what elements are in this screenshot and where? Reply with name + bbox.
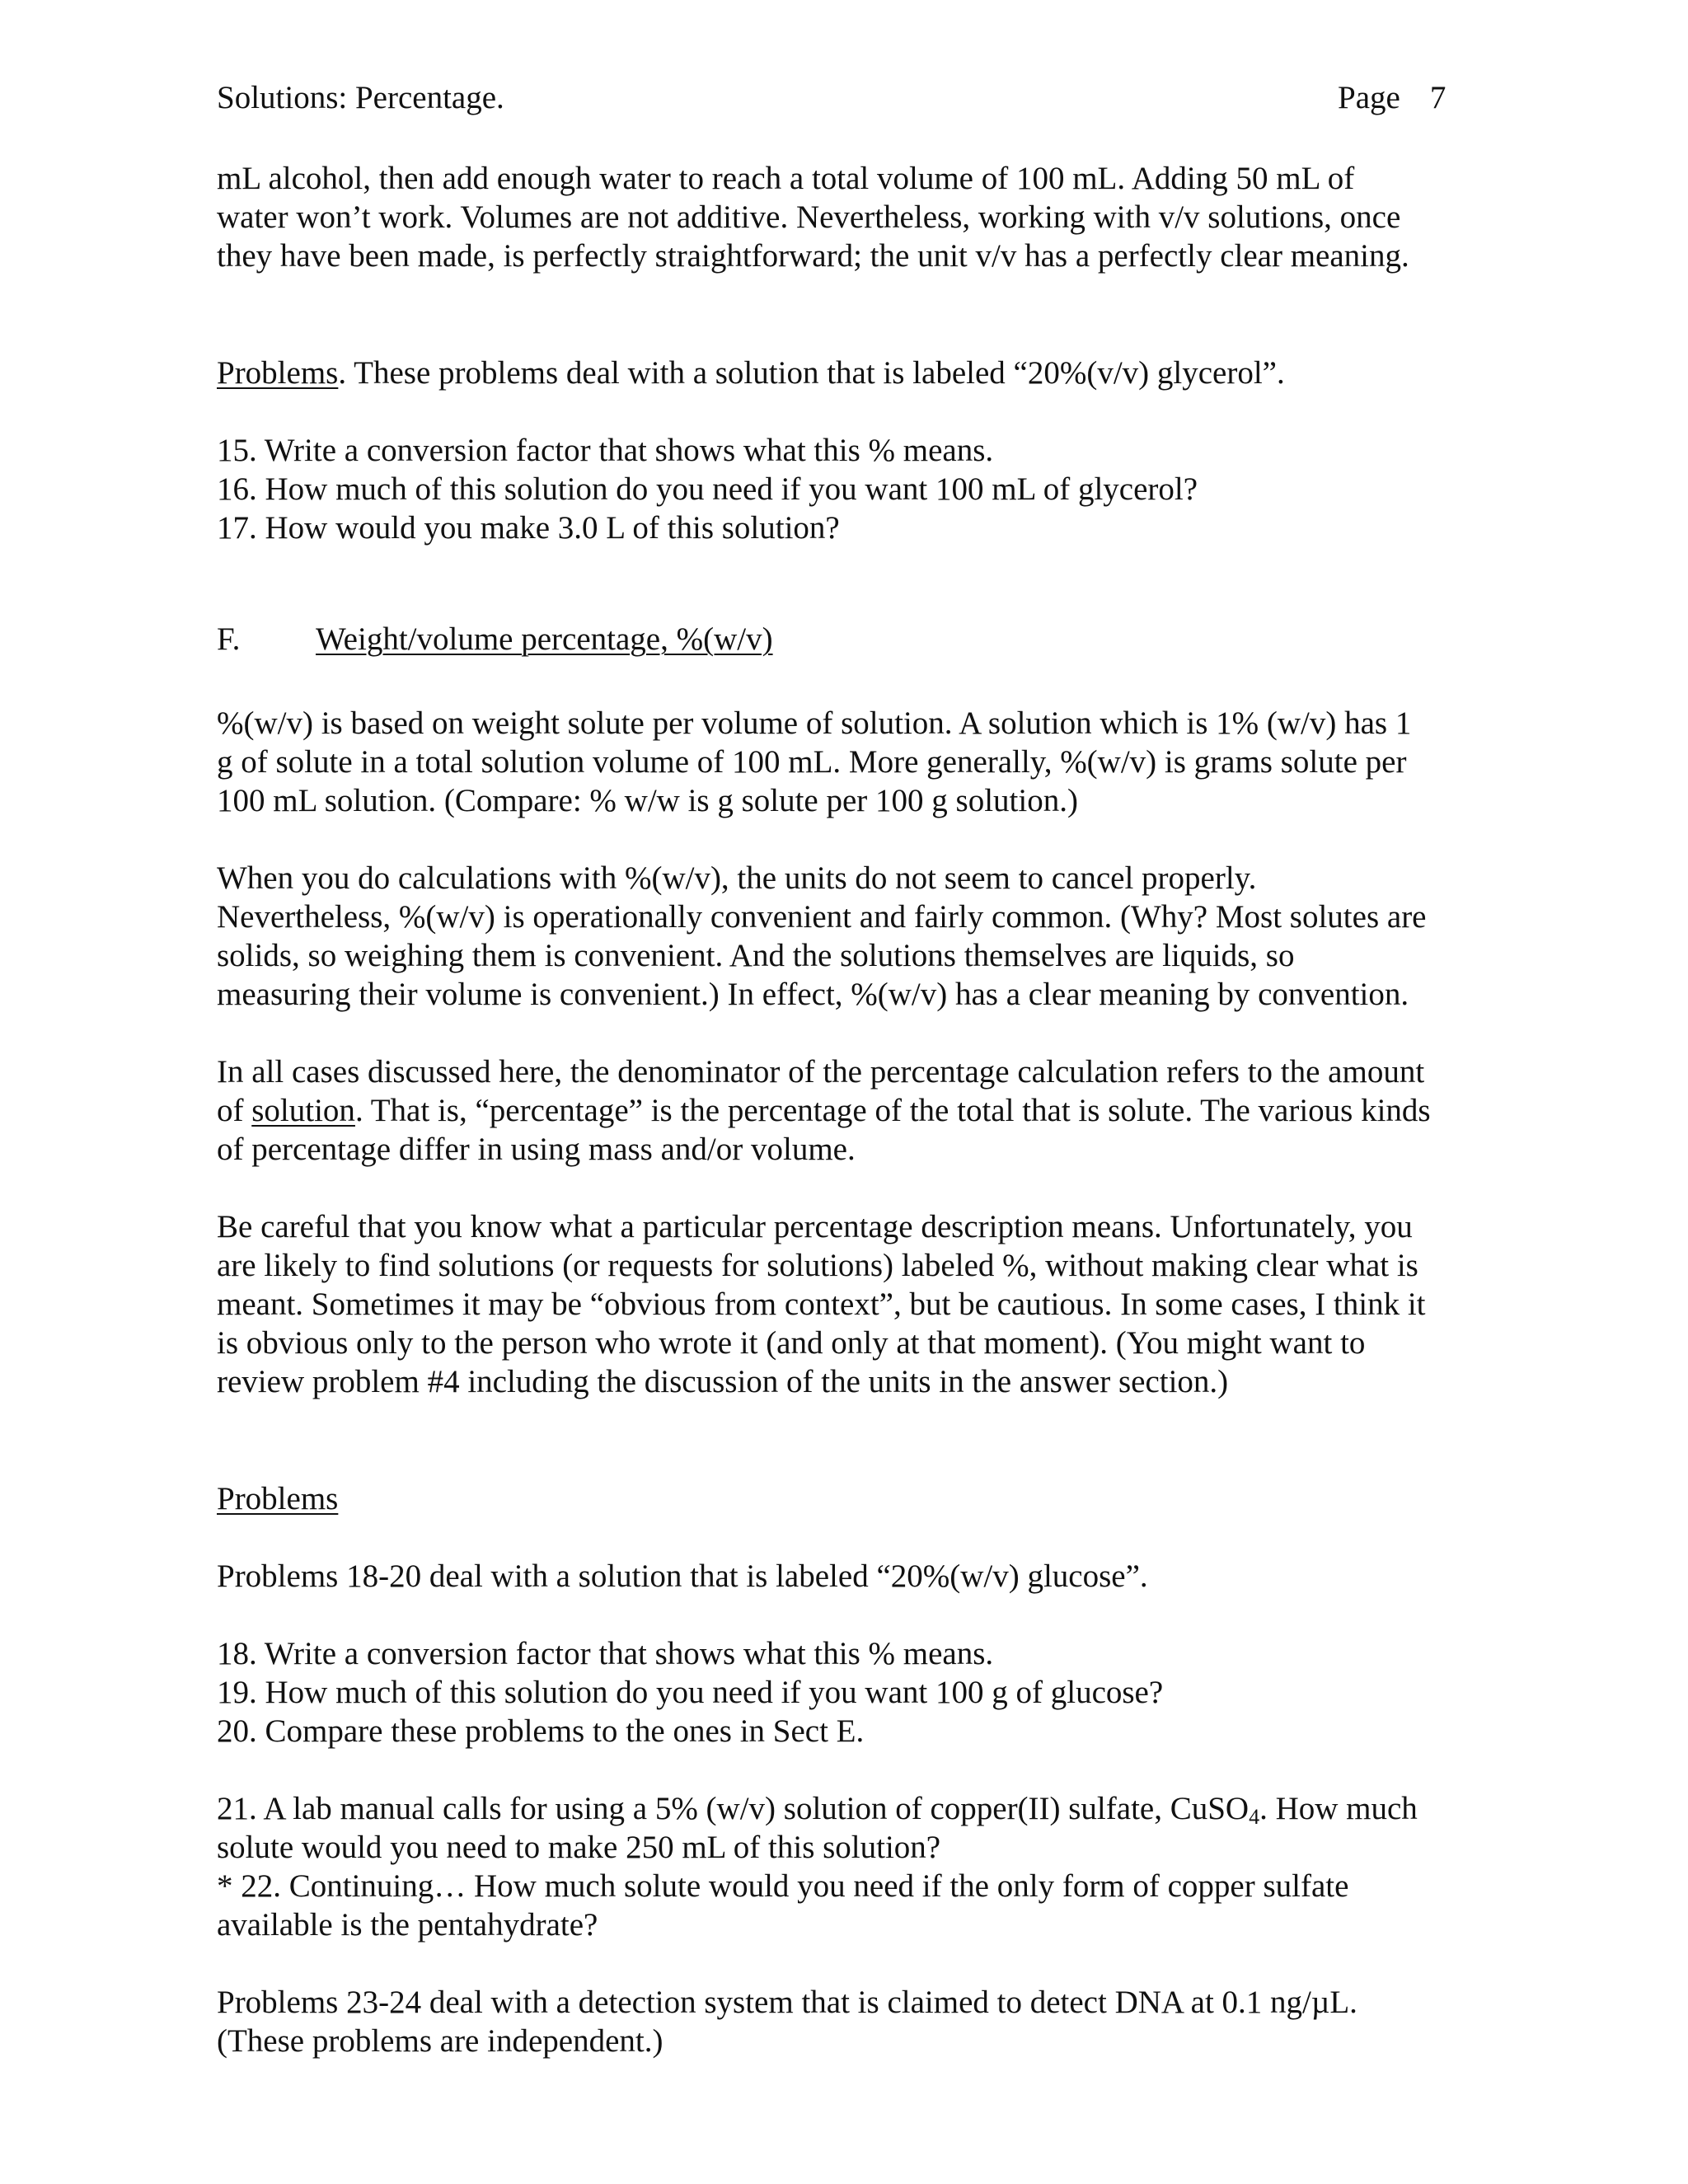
paragraph-line: mL alcohol, then add enough water to reach a total volume of 100 mL. Adding 50 mL of <box>217 161 1355 196</box>
problems-heading: Problems <box>217 355 339 391</box>
problem-19: 19. How much of this solution do you need if you want 100 g of glucose? <box>217 1675 1164 1710</box>
paragraph-line: When you do calculations with %(w/v), the units do not seem to cancel properly. <box>217 860 1257 896</box>
paragraph-line: 100 mL solution. (Compare: % w/w is g solute per 100 g solution.) <box>217 783 1078 818</box>
page-header-title: Solutions: Percentage. <box>217 80 504 115</box>
problems-heading-text: . These problems deal with a solution that is labeled “20%(v/v) glycerol”. <box>338 355 1285 391</box>
document-page <box>217 0 1470 2184</box>
paragraph-line: %(w/v) is based on weight solute per volume of solution. A solution which is 1% (w/v) has 1 <box>217 705 1412 741</box>
paragraph-line <box>217 1091 1431 1130</box>
paragraph-line: (These problems are independent.) <box>217 2023 663 2059</box>
problems-23-24-intro: Problems 23-24 deal with a detection system that is claimed to detect DNA at 0.1 ng/µL. <box>217 1985 1357 2020</box>
text-run: . How much <box>1259 1791 1418 1826</box>
paragraph-line: of percentage differ in using mass and/or volume. <box>217 1132 856 1167</box>
problem-21 <box>217 1789 1418 1828</box>
paragraph-line: Nevertheless, %(w/v) is operationally convenient and fairly common. (Why? Most solutes are <box>217 899 1427 935</box>
underlined-word: solution <box>251 1093 355 1128</box>
problem-18: 18. Write a conversion factor that shows what this % means. <box>217 1636 994 1671</box>
paragraph-line: g of solute in a total solution volume of 100 mL. More generally, %(w/v) is grams solute per <box>217 744 1407 780</box>
paragraph-line: water won’t work. Volumes are not additive. Nevertheless, working with v/v solutions, once <box>217 199 1401 235</box>
paragraph-line: they have been made, is perfectly straightforward; the unit v/v has a perfectly clear meaning. <box>217 238 1409 274</box>
page-number: 7 <box>1429 80 1447 115</box>
paragraph-line: solids, so weighing them is convenient. And the solutions themselves are liquids, so <box>217 938 1295 973</box>
problems-heading: Problems <box>217 1481 339 1516</box>
problem-22: * 22. Continuing… How much solute would you need if the only form of copper sulfate <box>217 1868 1349 1904</box>
paragraph-line: available is the pentahydrate? <box>217 1907 598 1943</box>
section-title: Weight/volume percentage, %(w/v) <box>316 621 773 657</box>
text-run: 21. A lab manual calls for using a 5% (w/v) solution of copper(II) sulfate, CuSO <box>217 1791 1250 1826</box>
problem-20: 20. Compare these problems to the ones in Sect E. <box>217 1713 865 1749</box>
section-letter: F. <box>217 621 241 657</box>
problems-intro: Problems 18-20 deal with a solution that is labeled “20%(w/v) glucose”. <box>217 1558 1148 1594</box>
text-run: . That is, “percentage” is the percentage of the total that is solute. The various kinds <box>354 1093 1431 1128</box>
problem-16: 16. How much of this solution do you need if you want 100 mL of glycerol? <box>217 471 1198 507</box>
paragraph-line: In all cases discussed here, the denominator of the percentage calculation refers to the amount <box>217 1054 1425 1090</box>
paragraph-line: are likely to find solutions (or requests for solutions) labeled %, without making clear what is <box>217 1248 1418 1283</box>
paragraph-line: measuring their volume is convenient.) In effect, %(w/v) has a clear meaning by convention. <box>217 977 1409 1012</box>
problem-17: 17. How would you make 3.0 L of this solution? <box>217 510 840 546</box>
paragraph-line: solute would you need to make 250 mL of this solution? <box>217 1830 941 1865</box>
paragraph-line: is obvious only to the person who wrote it (and only at that moment). (You might want to <box>217 1325 1366 1361</box>
paragraph-line: review problem #4 including the discussion of the units in the answer section.) <box>217 1364 1229 1399</box>
problems-heading-line <box>217 354 1285 392</box>
text-run: of <box>217 1093 252 1128</box>
problem-15: 15. Write a conversion factor that shows what this % means. <box>217 433 994 468</box>
subscript: 4 <box>1249 1805 1260 1829</box>
problems-heading-line <box>217 1479 338 1518</box>
paragraph-line: meant. Sometimes it may be “obvious from context”, but be cautious. In some cases, I think it <box>217 1286 1426 1322</box>
paragraph-line: Be careful that you know what a particular percentage description means. Unfortunately, you <box>217 1209 1413 1244</box>
page-header-number <box>1338 79 1446 116</box>
page-label: Page <box>1338 80 1400 115</box>
section-heading <box>217 620 773 658</box>
